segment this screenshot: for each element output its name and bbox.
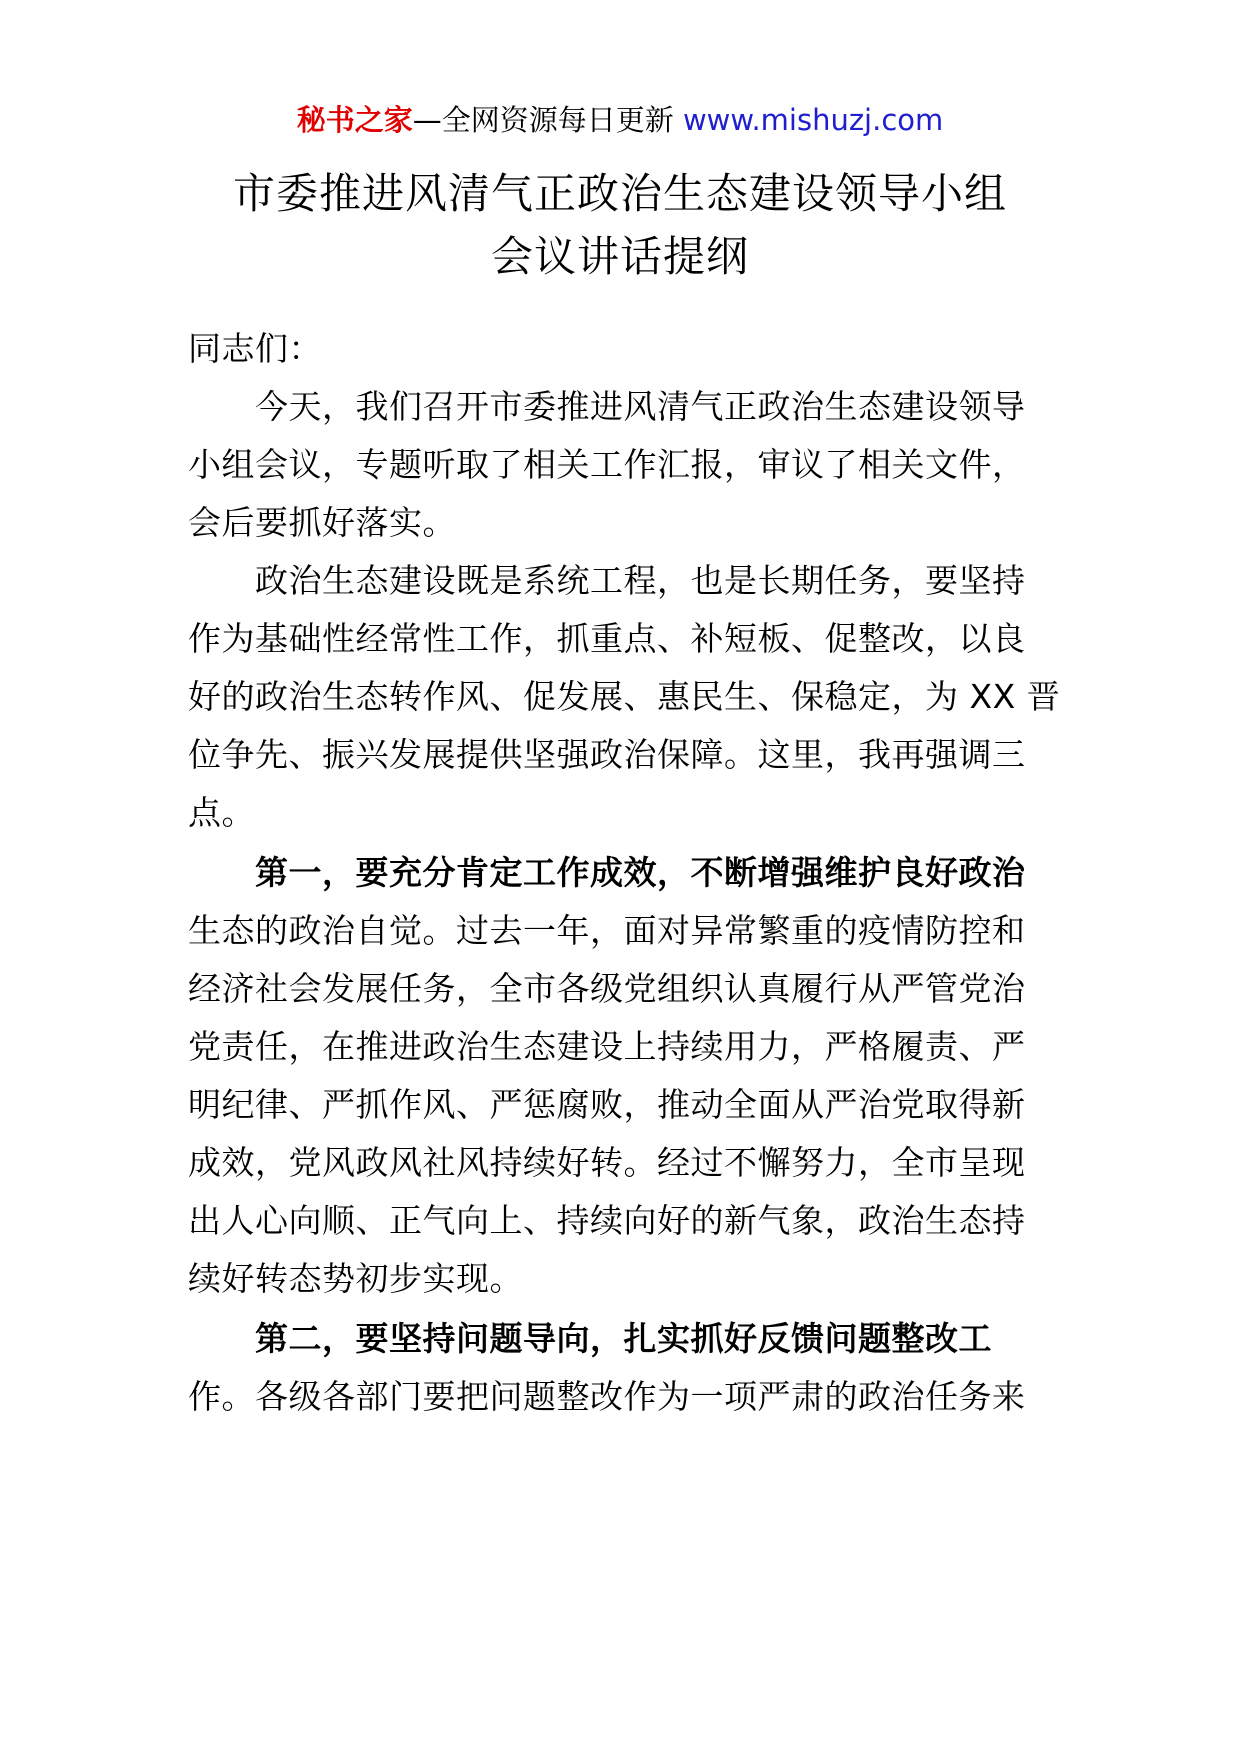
paragraph-3-line-5: 成效，党风政风社风持续好转。经过不懈努力，全市呈现 — [188, 1143, 1026, 1182]
paragraph-2-line-1: 政治生态建设既是系统工程，也是长期任务，要坚持 — [188, 561, 1026, 600]
paragraph-4-lead: 第二，要坚持问题导向，扎实抓好反馈问题整改工 — [188, 1319, 992, 1358]
greeting: 同志们： — [188, 329, 322, 368]
paragraph-3-line-3: 党责任，在推进政治生态建设上持续用力，严格履责、严 — [188, 1027, 1026, 1066]
paragraph-2-line-2: 作为基础性经常性工作，抓重点、补短板、促整改，以良 — [188, 619, 1026, 658]
header-tagline: —全网资源每日更新 — [412, 103, 683, 137]
paragraph-2-line-3: 好的政治生态转作风、促发展、惠民生、保稳定，为 XX 晋 — [188, 677, 1061, 716]
paragraph-1-line-1: 今天，我们召开市委推进风清气正政治生态建设领导 — [188, 387, 1026, 426]
site-url[interactable]: www.mishuzj.com — [682, 103, 944, 137]
paragraph-3-line-7: 续好转态势初步实现。 — [188, 1259, 523, 1298]
paragraph-3-line-6: 出人心向顺、正气向上、持续向好的新气象，政治生态持 — [188, 1201, 1026, 1240]
paragraph-3-line-2: 经济社会发展任务，全市各级党组织认真履行从严管党治 — [188, 969, 1026, 1008]
paragraph-2-line-4: 位争先、振兴发展提供坚强政治保障。这里，我再强调三 — [188, 735, 1026, 774]
paragraph-2-line-5: 点。 — [188, 793, 255, 832]
paragraph-1-line-2: 小组会议，专题听取了相关工作汇报，审议了相关文件， — [188, 445, 1026, 484]
brand-name: 秘书之家 — [296, 103, 413, 137]
document-title-line-1: 市委推进风清气正政治生态建设领导小组 — [232, 169, 1007, 218]
paragraph-3-line-4: 明纪律、严抓作风、严惩腐败，推动全面从严治党取得新 — [188, 1085, 1026, 1124]
site-header — [0, 100, 1240, 140]
paragraph-3-line-1: 生态的政治自觉。过去一年，面对异常繁重的疫情防控和 — [188, 911, 1026, 950]
paragraph-1-line-3: 会后要抓好落实。 — [188, 503, 456, 542]
paragraph-3-lead: 第一，要充分肯定工作成效，不断增强维护良好政治 — [188, 853, 1026, 892]
paragraph-4-line-1: 作。各级各部门要把问题整改作为一项严肃的政治任务来 — [188, 1377, 1026, 1416]
document-title-line-2: 会议讲话提纲 — [490, 232, 749, 281]
